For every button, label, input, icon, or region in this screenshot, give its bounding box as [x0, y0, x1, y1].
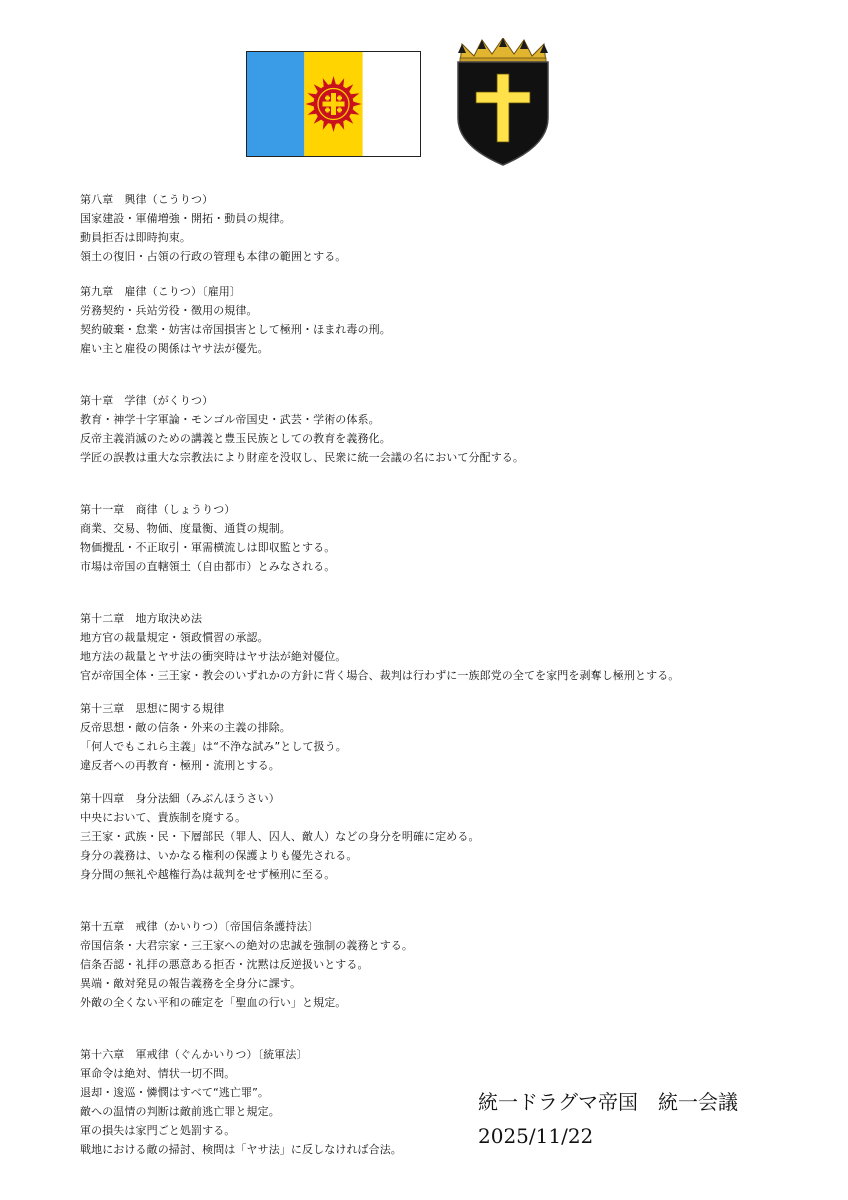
chapter-line: 退却・逡巡・憐憫はすべて“逃亡罪”。	[80, 1086, 269, 1099]
chapter-heading: 第九章 雇律（こりつ）〔雇用〕	[80, 285, 241, 298]
chapter-heading: 第十五章 戒律（かいりつ）〔帝国信条護持法〕	[80, 920, 319, 933]
chapter-line: 帝国信条・大君宗家・三王家への絶対の忠誠を強制の義務とする。	[80, 939, 413, 952]
chapter-line: 国家建設・軍備増強・開拓・動員の規律。	[80, 212, 291, 225]
law-text-body	[80, 190, 780, 1159]
chapter-line: 三王家・武族・民・下層部民（罪人、囚人、敵人）などの身分を明確に定める。	[80, 830, 480, 843]
chapter-line: 「何人でもこれら主義」は“不浄な試み”として扱う。	[80, 740, 347, 753]
chapter-heading: 第十四章 身分法細（みぶんほうさい）	[80, 792, 280, 805]
chapter-line: 反帝思想・敵の信条・外来の主義の排除。	[80, 721, 291, 734]
chapter-section	[80, 609, 780, 685]
chapter-heading: 第八章 興律（こうりつ）	[80, 193, 214, 206]
chapter-line: 身分の義務は、いかなる権利の保護よりも優先される。	[80, 849, 358, 862]
chapter-line: 労務契約・兵站労役・徴用の規律。	[80, 304, 258, 317]
chapter-line: 信条否認・礼拝の悪意ある拒否・沈黙は反逆扱いとする。	[80, 958, 369, 971]
chapter-line: 商業、交易、物価、度量衡、通貨の規制。	[80, 522, 291, 535]
chapter-line: 雇い主と雇役の関係はヤサ法が優先。	[80, 342, 269, 355]
chapter-line: 異端・敵対発見の報告義務を全身分に課す。	[80, 977, 302, 990]
flag-blue-stripe	[246, 51, 304, 157]
chapter-line: 戦地における敵の掃討、検問は「ヤサ法」に反しなければ合法。	[80, 1143, 402, 1156]
chapter-section	[80, 500, 780, 576]
chapter-line: 学匠の誤教は重大な宗教法により財産を没収し、民衆に統一会議の名において分配する。	[80, 451, 524, 464]
chapter-line: 領土の復旧・占領の行政の管理も本律の範囲とする。	[80, 250, 347, 263]
chapter-heading: 第十一章 商律（しょうりつ）	[80, 503, 236, 516]
chapter-line: 官が帝国全体・三王家・教会のいずれかの方針に背く場合、裁判は行わずに一族郎党の全てを家門を剥奪し極刑とする。	[80, 669, 680, 682]
chapter-heading: 第十六章 軍戒律（ぐんかいりつ）〔統軍法〕	[80, 1048, 308, 1061]
flag-white-stripe	[363, 51, 421, 157]
signature-block	[478, 1085, 738, 1153]
chapter-heading: 第十三章 思想に関する規律	[80, 702, 225, 715]
chapter-section	[80, 917, 780, 1012]
crown-icon	[458, 38, 548, 64]
chapter-line: 外敵の全くない平和の確定を「聖血の行い」と規定。	[80, 996, 347, 1009]
chapter-line: 契約破棄・怠業・妨害は帝国損害として極刑・ほまれ毒の刑。	[80, 323, 391, 336]
signature-date: 2025/11/22	[478, 1124, 594, 1148]
chapter-section	[80, 282, 780, 358]
chapter-line: 動員拒否は即時拘束。	[80, 231, 191, 244]
chapter-line: 地方官の裁量規定・領政慣習の承認。	[80, 631, 269, 644]
chapter-line: 軍の損失は家門ごと処罰する。	[80, 1124, 236, 1137]
signature-organization: 統一ドラグマ帝国 統一会議	[478, 1090, 738, 1114]
chapter-line: 中央において、貴族制を廃する。	[80, 811, 247, 824]
chapter-line: 身分間の無礼や越権行為は裁判をせず極刑に至る。	[80, 868, 336, 881]
chapter-heading: 第十章 学律（がくりつ）	[80, 394, 214, 407]
chapter-section	[80, 190, 780, 266]
chapter-section	[80, 789, 780, 884]
chapter-line: 教育・神学十字軍論・モンゴル帝国史・武芸・学術の体系。	[80, 413, 380, 426]
chapter-line: 敵への温情の判断は敵前逃亡罪と規定。	[80, 1105, 280, 1118]
chapter-line: 市場は帝国の直轄領土（自由都市）とみなされる。	[80, 560, 336, 573]
crowned-shield-icon	[452, 38, 554, 168]
chapter-section	[80, 391, 780, 467]
sun-emblem-icon	[306, 76, 362, 132]
chapter-heading: 第十二章 地方取決め法	[80, 612, 203, 625]
chapter-line: 物価攪乱・不正取引・軍需横流しは即収監とする。	[80, 541, 336, 554]
chapter-line: 軍命令は絶対、情状一切不問。	[80, 1067, 236, 1080]
chapter-line: 違反者への再教育・極刑・流刑とする。	[80, 759, 280, 772]
chapter-line: 地方法の裁量とヤサ法の衝突時はヤサ法が絶対優位。	[80, 650, 347, 663]
chapter-section	[80, 699, 780, 775]
chapter-line: 反帝主義消滅のための講義と豊玉民族としての教育を義務化。	[80, 432, 391, 445]
flag-image	[246, 51, 421, 157]
